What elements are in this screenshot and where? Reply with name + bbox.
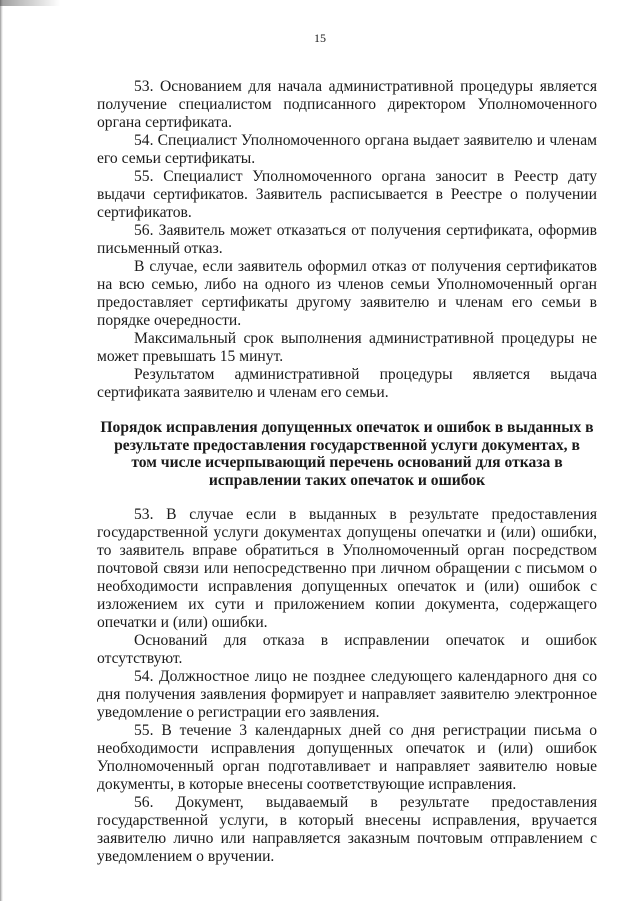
paragraph-max-duration: Максимальный срок выполнения административной процедуры не может превышать 15 минут. (97, 330, 597, 365)
document-body (97, 78, 597, 866)
paragraph-54-notification: 54. Должностное лицо не позднее следующего календарного дня со дня получения заявления формирует и направляет заявителю электронное уведомление о регистрации его заявления. (97, 668, 597, 721)
paragraph-no-refusal-grounds: Оснований для отказа в исправлении опечаток и ошибок отсутствуют. (97, 632, 597, 667)
scan-top-edge (0, 0, 640, 6)
page-number: 15 (314, 31, 326, 45)
section-heading: Порядок исправления допущенных опечаток и ошибок в выданных в результате предоставления государственной услуги документах, в том числе исчерпывающий перечень оснований для отказа в исправлении таких опечаток и ошибок (100, 419, 594, 489)
paragraph-56-refusal: 56. Заявитель может отказаться от получения сертификата, оформив письменный отказ. (97, 222, 597, 257)
paragraph-53-corrections: 53. В случае если в выданных в результате предоставления государственной услуги документах допущены опечатки и (или) ошибки, то заявитель вправе обратиться в Уполномоченный орган посредством почтовой связи или непосредственно при личном обращении с письмом о необходимости исправления допущенных опечаток и (или) ошибок с изложением их сути и приложением копии документа, содержащего опечатки и (или) ошибки. (97, 506, 597, 631)
paragraph-55-registry: 55. Специалист Уполномоченного органа заносит в Реестр дату выдачи сертификатов. Заявитель расписывается в Реестре о получении сертификатов. (97, 168, 597, 221)
paragraph-56-delivery: 56. Документ, выдаваемый в результате предоставления государственной услуги, в который внесены исправления, вручается заявителю лично или направляется заказным почтовым отправлением с уведомлением о вручении. (97, 794, 597, 865)
scan-left-edge (0, 0, 3, 901)
paragraph-55-new-documents: 55. В течение 3 календарных дней со дня регистрации письма о необходимости исправления допущенных опечаток и (или) ошибок Уполномоченный орган подготавливает и направляет заявителю новые документы, в которые внесены соответствующие исправления. (97, 722, 597, 793)
paragraph-result: Результатом административной процедуры является выдача сертификата заявителю и членам его семьи. (97, 366, 597, 401)
paragraph-54-issue: 54. Специалист Уполномоченного органа выдает заявителю и членам его семьи сертификаты. (97, 132, 597, 167)
paragraph-53-basis: 53. Основанием для начала административной процедуры является получение специалистом подписанного директором Уполномоченного органа сертификата. (97, 78, 597, 131)
paragraph-refusal-case: В случае, если заявитель оформил отказ от получения сертификатов на всю семью, либо на одного из членов семьи Уполномоченный орган предоставляет сертификаты другому заявителю и членам его семьи в порядке очередности. (97, 258, 597, 329)
